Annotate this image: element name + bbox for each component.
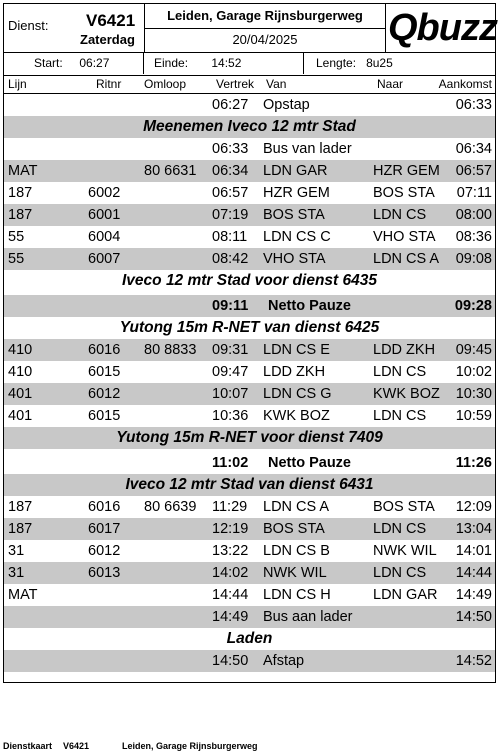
cell-aankomst: 06:33: [455, 97, 492, 113]
cell-vertrek: 06:34: [212, 163, 249, 179]
cell-lijn: MAT: [8, 587, 38, 603]
trip-row: [4, 361, 495, 383]
cell-vertrek: 10:36: [212, 408, 249, 424]
card-header: [4, 4, 495, 53]
cell-van: LDN CS G: [263, 386, 332, 402]
footer-location: Leiden, Garage Rijnsburgerweg: [122, 741, 258, 751]
section-heading: Iveco 12 mtr Stad voor dienst 6435: [122, 272, 377, 289]
cell-aankomst: 07:11: [456, 185, 492, 201]
cell-van: LDN CS H: [263, 587, 331, 603]
cell-van: VHO STA: [263, 251, 326, 267]
cell-vertrek: 08:11: [212, 229, 248, 245]
cell-ritnr: 6002: [88, 185, 121, 201]
cell-aankomst: 06:34: [455, 141, 492, 157]
cell-van: Opstap: [263, 97, 310, 113]
trip-row: [4, 405, 495, 427]
cell-vertrek: 14:44: [212, 587, 249, 603]
trip-row: [4, 518, 495, 540]
trip-row: [4, 94, 495, 116]
cell-vertrek: 09:31: [212, 342, 249, 358]
cell-vertrek: 14:50: [212, 653, 249, 669]
cell-vertrek: 09:47: [212, 364, 249, 380]
dienst-label: Dienst:: [8, 18, 49, 33]
trip-row: [4, 204, 495, 226]
cell-omloop: 80 6631: [144, 163, 197, 179]
section-heading: Laden: [226, 630, 273, 647]
column-headers: [4, 76, 495, 94]
cell-ritnr: 6016: [88, 499, 121, 515]
trip-list: [4, 94, 495, 672]
cell-naar: BOS STA: [373, 185, 435, 201]
trip-row: [4, 606, 495, 628]
cell-van: Netto Pauze: [268, 455, 351, 471]
section-heading: Yutong 15m R-NET voor dienst 7409: [4, 427, 495, 449]
cell-naar: NWK WIL: [373, 543, 437, 559]
cell-aankomst: 14:52: [455, 653, 492, 669]
cell-van: HZR GEM: [263, 185, 330, 201]
cell-aankomst: 13:04: [455, 521, 492, 537]
cell-lijn: 410: [8, 364, 33, 380]
footer-label: Dienstkaart: [3, 741, 53, 751]
pause-row: [4, 452, 495, 474]
cell-van: LDN CS A: [263, 499, 330, 515]
trip-row: [4, 650, 495, 672]
col-lijn: Lijn: [8, 77, 27, 91]
cell-ritnr: 6013: [88, 565, 121, 581]
start-label: Start:: [34, 56, 63, 70]
cell-van: Netto Pauze: [268, 298, 351, 314]
duty-card: [3, 3, 496, 683]
trip-row: [4, 339, 495, 361]
cell-aankomst: 09:28: [454, 298, 492, 314]
cell-van: Bus aan lader: [263, 609, 353, 625]
trip-row: [4, 562, 495, 584]
cell-van: LDN CS C: [263, 229, 331, 245]
cell-naar: VHO STA: [373, 229, 436, 245]
cell-ritnr: 6012: [88, 386, 121, 402]
start-time: [4, 52, 144, 74]
cell-van: Afstap: [263, 653, 305, 669]
cell-van: LDN GAR: [263, 163, 328, 179]
col-vertrek: Vertrek: [216, 77, 255, 91]
cell-naar: LDN CS A: [373, 251, 440, 267]
cell-lijn: 55: [8, 251, 25, 267]
col-omloop: Omloop: [144, 77, 187, 91]
trip-row: [4, 584, 495, 606]
cell-omloop: 80 8833: [144, 342, 197, 358]
duration: [304, 52, 495, 74]
cell-van: KWK BOZ: [263, 408, 330, 424]
cell-vertrek: 06:27: [212, 97, 249, 113]
cell-aankomst: 10:59: [455, 408, 492, 424]
cell-aankomst: 08:36: [455, 229, 492, 245]
cell-vertrek: 13:22: [212, 543, 249, 559]
cell-ritnr: 6015: [88, 364, 121, 380]
cell-van: LDN CS B: [263, 543, 330, 559]
day-label: Zaterdag: [80, 32, 135, 47]
trip-row: [4, 496, 495, 518]
col-van: Van: [266, 77, 287, 91]
cell-vertrek: 14:02: [212, 565, 249, 581]
cell-lijn: 31: [8, 565, 25, 581]
lengte-label: Lengte:: [316, 56, 357, 70]
trip-row: [4, 383, 495, 405]
cell-aankomst: 09:45: [455, 342, 492, 358]
cell-ritnr: 6004: [88, 229, 121, 245]
cell-aankomst: 14:01: [455, 543, 492, 559]
section-heading: Yutong 15m R-NET van dienst 6425: [119, 319, 380, 336]
location-label: Leiden, Garage Rijnsburgerweg: [144, 4, 386, 29]
cell-aankomst: 14:50: [455, 609, 492, 625]
cell-aankomst: 11:26: [455, 455, 492, 471]
cell-aankomst: 14:49: [455, 587, 492, 603]
cell-lijn: 410: [8, 342, 33, 358]
cell-van: Bus van lader: [263, 141, 352, 157]
cell-naar: LDN CS: [373, 364, 427, 380]
cell-naar: HZR GEM: [373, 163, 440, 179]
einde-label: Einde:: [154, 56, 189, 70]
cell-lijn: 187: [8, 207, 33, 223]
cell-vertrek: 09:11: [212, 298, 249, 314]
end-time: [144, 52, 304, 74]
cell-vertrek: 06:57: [212, 185, 249, 201]
cell-naar: LDN CS: [373, 207, 427, 223]
trip-row: [4, 138, 495, 160]
section-heading: Meenemen Iveco 12 mtr Stad: [4, 116, 495, 138]
trip-row: [4, 248, 495, 270]
cell-naar: LDD ZKH: [373, 342, 436, 358]
cell-lijn: 401: [8, 386, 33, 402]
cell-ritnr: 6007: [88, 251, 121, 267]
cell-naar: BOS STA: [373, 499, 435, 515]
col-naar: Naar: [377, 77, 404, 91]
cell-naar: KWK BOZ: [373, 386, 440, 402]
col-ritnr: Ritnr: [96, 77, 122, 91]
col-aankomst: Aankomst: [438, 77, 492, 91]
cell-aankomst: 14:44: [455, 565, 492, 581]
trip-row: [4, 182, 495, 204]
cell-vertrek: 11:02: [212, 455, 249, 471]
times-bar: [4, 52, 495, 76]
cell-ritnr: 6016: [88, 342, 121, 358]
pause-row: [4, 295, 495, 317]
cell-lijn: 187: [8, 499, 33, 515]
dienst-code: V6421: [86, 11, 136, 30]
qbuzz-logo: Qbuzz: [388, 7, 497, 49]
trip-row: [4, 540, 495, 562]
cell-vertrek: 06:33: [212, 141, 249, 157]
cell-aankomst: 08:00: [455, 207, 492, 223]
cell-van: LDN CS E: [263, 342, 330, 358]
cell-lijn: 187: [8, 521, 33, 537]
cell-aankomst: 10:02: [455, 364, 492, 380]
cell-naar: LDN GAR: [373, 587, 438, 603]
lengte-value: 8u25: [366, 56, 393, 70]
trip-row: [4, 226, 495, 248]
cell-vertrek: 12:19: [212, 521, 249, 537]
cell-vertrek: 11:29: [212, 499, 248, 515]
cell-van: BOS STA: [263, 207, 325, 223]
cell-vertrek: 10:07: [212, 386, 249, 402]
cell-ritnr: 6015: [88, 408, 121, 424]
cell-aankomst: 10:30: [455, 386, 492, 402]
date-label: 20/04/2025: [144, 29, 386, 52]
section-heading: Iveco 12 mtr Stad van dienst 6431: [4, 474, 495, 496]
cell-aankomst: 12:09: [455, 499, 492, 515]
cell-van: NWK WIL: [263, 565, 327, 581]
footer-code: V6421: [63, 741, 90, 751]
cell-ritnr: 6012: [88, 543, 121, 559]
start-value: 06:27: [79, 56, 110, 70]
cell-lijn: 55: [8, 229, 25, 245]
cell-aankomst: 09:08: [455, 251, 492, 267]
cell-ritnr: 6017: [88, 521, 121, 537]
cell-vertrek: 14:49: [212, 609, 249, 625]
cell-vertrek: 07:19: [212, 207, 249, 223]
cell-naar: LDN CS: [373, 408, 427, 424]
cell-naar: LDN CS: [373, 521, 427, 537]
cell-lijn: 31: [8, 543, 25, 559]
trip-row: [4, 160, 495, 182]
cell-lijn: 187: [8, 185, 33, 201]
cell-lijn: 401: [8, 408, 33, 424]
cell-van: BOS STA: [263, 521, 325, 537]
einde-value: 14:52: [211, 56, 242, 70]
cell-van: LDD ZKH: [263, 364, 326, 380]
cell-ritnr: 6001: [88, 207, 121, 223]
cell-lijn: MAT: [8, 163, 38, 179]
cell-naar: LDN CS: [373, 565, 427, 581]
cell-omloop: 80 6639: [144, 499, 197, 515]
cell-vertrek: 08:42: [212, 251, 249, 267]
cell-aankomst: 06:57: [455, 163, 492, 179]
